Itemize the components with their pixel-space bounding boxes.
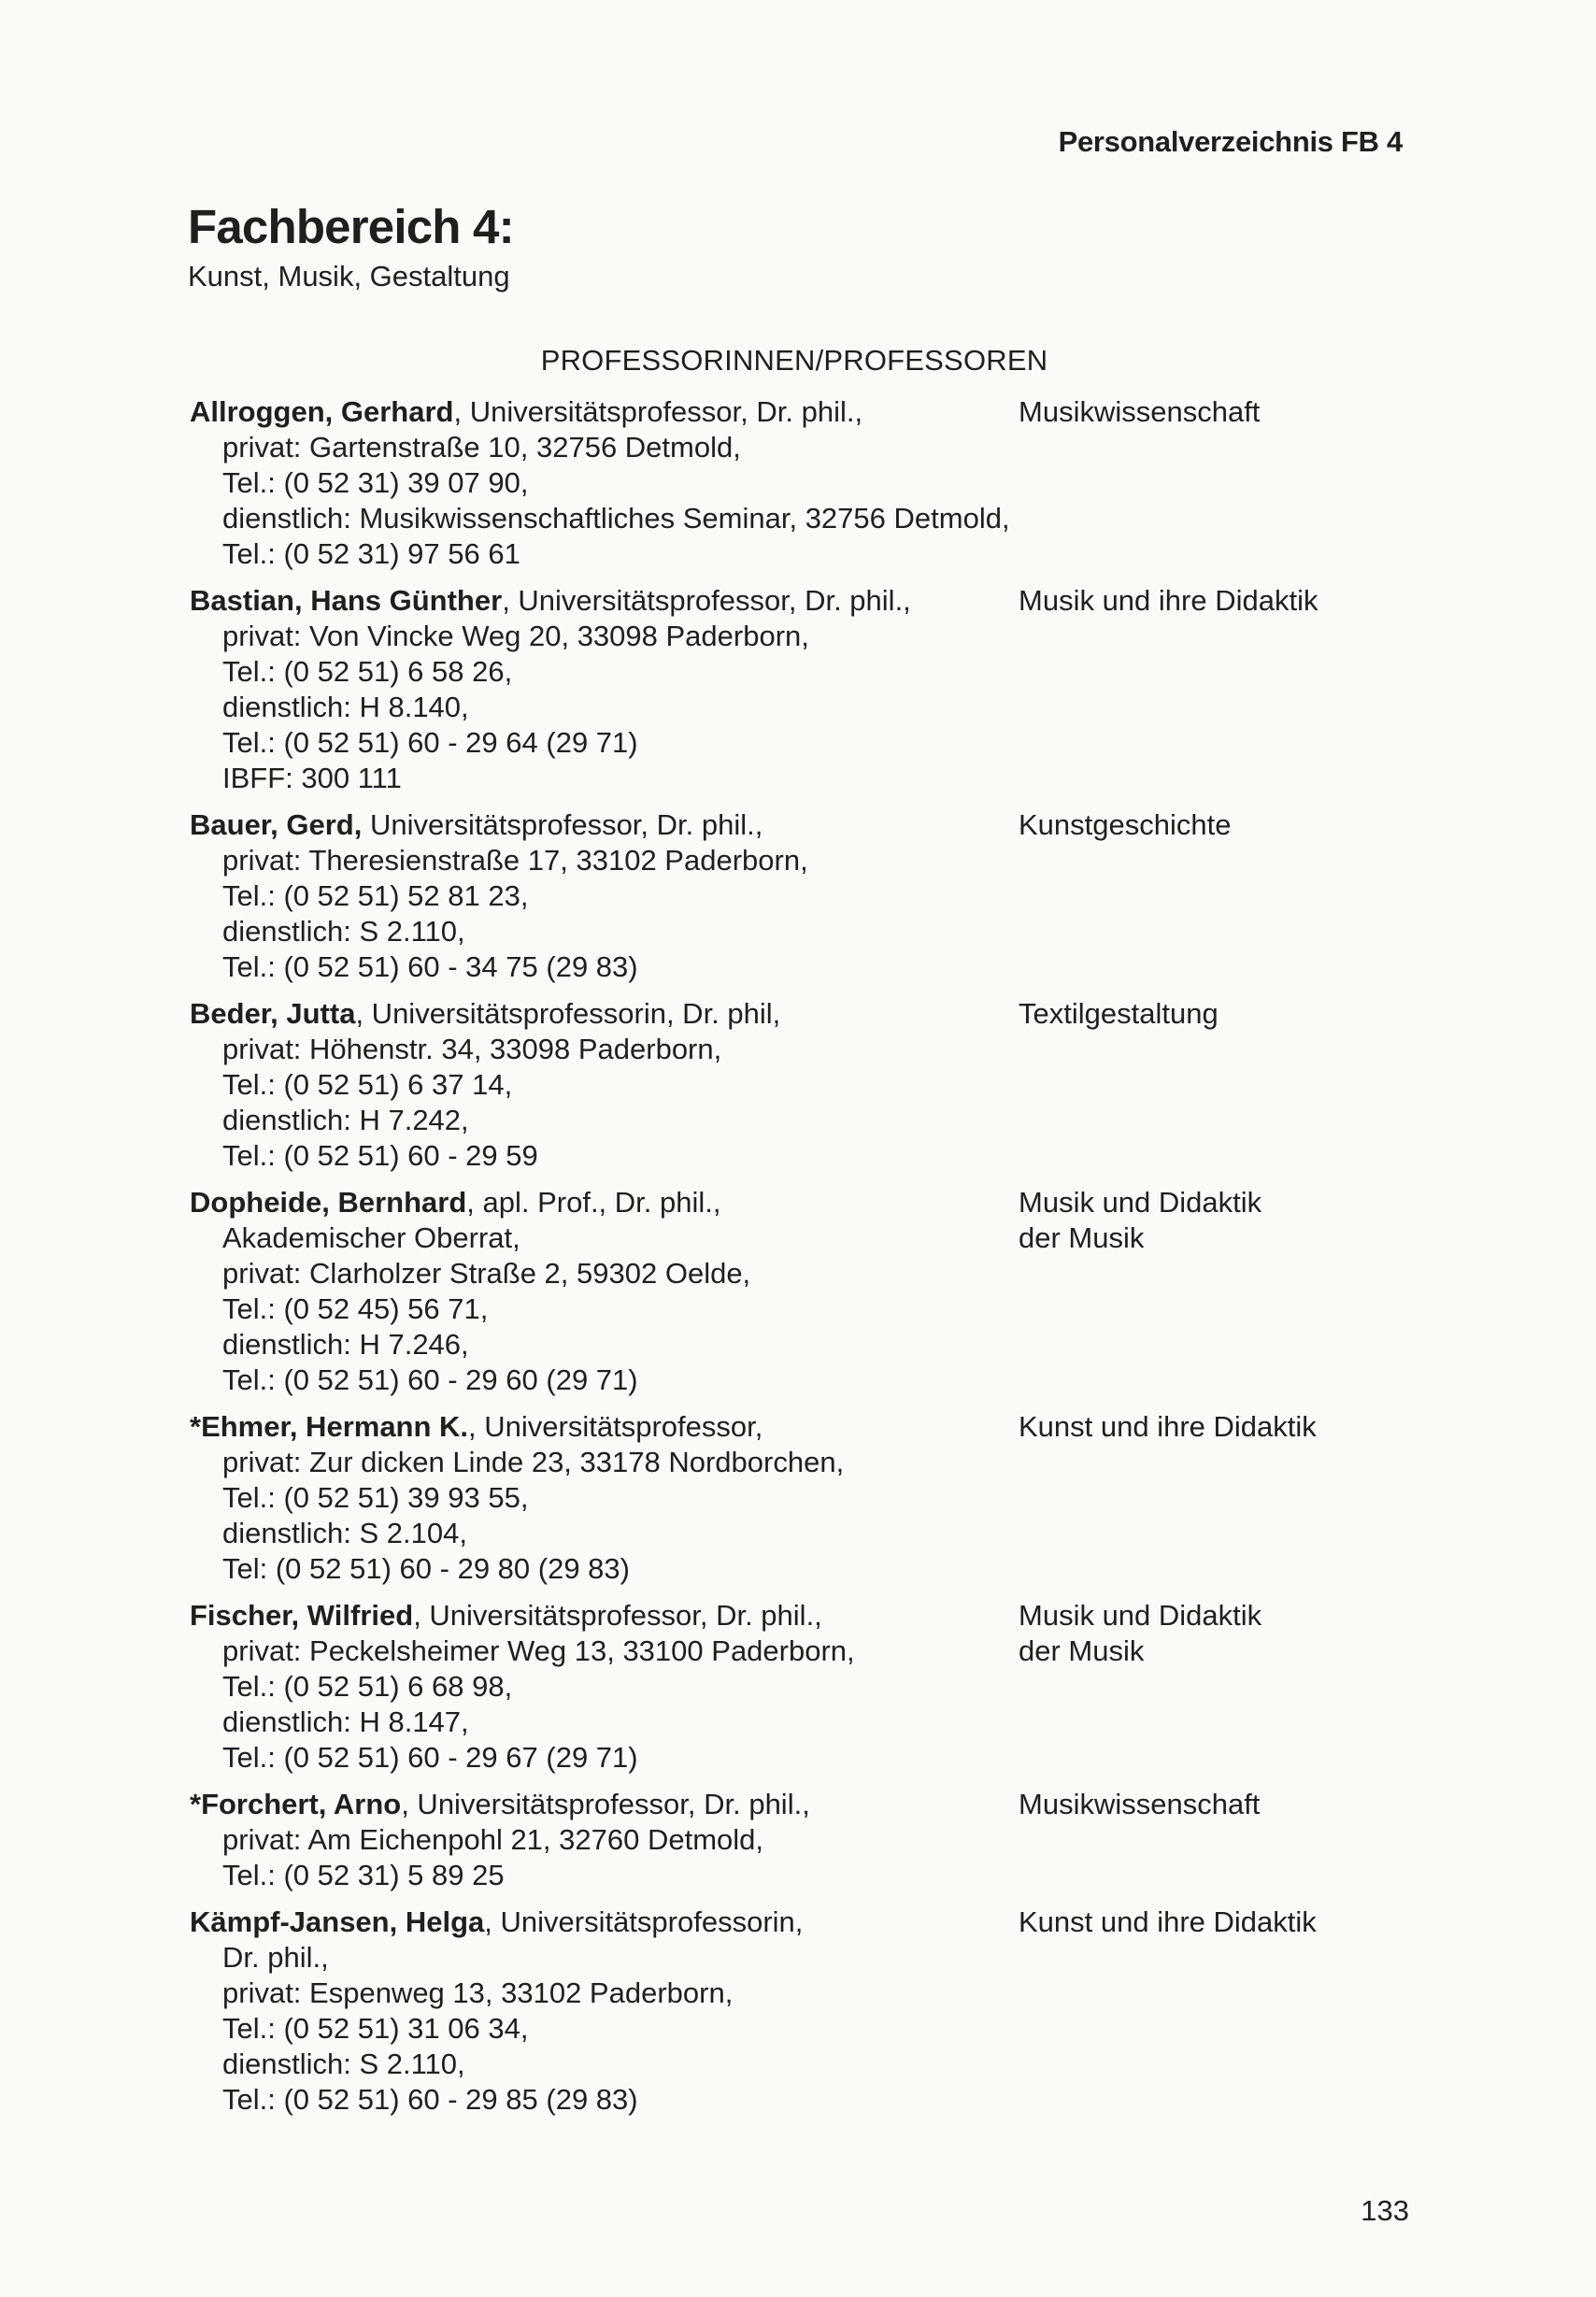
person-name: *Ehmer, Hermann K.	[190, 1410, 469, 1443]
entry-detail-line: IBFF: 300 111	[222, 762, 402, 794]
entry-detail-line: privat: Am Eichenpohl 21, 32760 Detmold,	[222, 1823, 764, 1856]
entry-detail-line: dienstlich: S 2.104,	[222, 1517, 467, 1549]
person-title: , Universitätsprofessor,	[468, 1410, 763, 1443]
entry-heading-line	[190, 1787, 1012, 1822]
directory-entry	[190, 1787, 1414, 1893]
person-title: Universitätsprofessor, Dr. phil.,	[362, 808, 763, 841]
entry-detail-line: dienstlich: H 7.246,	[222, 1328, 469, 1361]
person-name: Dopheide, Bernhard	[190, 1186, 467, 1219]
entry-detail-line: dienstlich: Musikwissenschaftliches Seminar, 32756 Detmold,	[222, 502, 1010, 535]
entry-detail-line: Tel.: (0 52 51) 60 - 34 75 (29 83)	[222, 950, 638, 983]
entry-detail-line: privat: Clarholzer Straße 2, 59302 Oelde,	[222, 1257, 751, 1290]
entry-heading-line	[190, 1905, 1012, 1940]
entry-heading-line	[190, 996, 1012, 1032]
entry-heading-line	[190, 1409, 1012, 1445]
person-name: Fischer, Wilfried	[190, 1599, 414, 1632]
entry-detail-line: privat: Espenweg 13, 33102 Paderborn,	[222, 1976, 734, 2009]
entry-detail-line: privat: Höhenstr. 34, 33098 Paderborn,	[222, 1033, 722, 1065]
subject-line: Kunstgeschichte	[1019, 808, 1232, 841]
person-name: *Forchert, Arno	[190, 1788, 402, 1820]
entry-detail-line: dienstlich: S 2.110,	[222, 2047, 465, 2080]
directory-entry	[190, 1598, 1414, 1776]
person-name: Allroggen, Gerhard	[190, 395, 454, 428]
person-title: , Universitätsprofessor, Dr. phil.,	[401, 1788, 810, 1820]
entry-detail-line: dienstlich: H 8.147,	[222, 1705, 469, 1738]
subject-area	[1019, 583, 1411, 619]
entry-detail-line: Tel.: (0 52 45) 56 71,	[222, 1292, 489, 1325]
person-name: Bauer, Gerd,	[190, 808, 363, 841]
person-title: , Universitätsprofessor, Dr. phil.,	[502, 584, 911, 617]
directory-entry	[190, 1409, 1414, 1587]
entry-detail-line: dienstlich: H 7.242,	[222, 1104, 469, 1136]
person-title: , Universitätsprofessor, Dr. phil.,	[453, 395, 863, 428]
person-title: , Universitätsprofessorin, Dr. phil,	[355, 997, 781, 1030]
entry-detail-line: dienstlich: S 2.110,	[222, 915, 465, 948]
entry-detail-line: privat: Zur dicken Linde 23, 33178 Nordborchen,	[222, 1446, 845, 1478]
entry-detail-line: Tel.: (0 52 51) 60 - 29 59	[222, 1139, 538, 1172]
subject-line: Kunst und ihre Didaktik	[1019, 1905, 1317, 1938]
directory-entry	[190, 583, 1414, 796]
entry-detail-line: Tel.: (0 52 51) 60 - 29 85 (29 83)	[222, 2083, 638, 2116]
entry-detail-line: Dr. phil.,	[222, 1941, 329, 1974]
entry-detail-line: Tel.: (0 52 51) 39 93 55,	[222, 1481, 529, 1514]
directory-entry	[190, 1185, 1414, 1398]
subject-line: Musik und Didaktik	[1019, 1599, 1262, 1632]
subject-area	[1019, 1905, 1411, 1940]
entry-heading-line	[190, 1185, 1012, 1220]
directory-entry	[190, 996, 1414, 1174]
department-subtitle: Kunst, Musik, Gestaltung	[188, 260, 510, 292]
subject-area	[1019, 1409, 1411, 1445]
entry-detail-line: Tel.: (0 52 51) 6 58 26,	[222, 655, 513, 688]
subject-line: Kunst und ihre Didaktik	[1019, 1410, 1317, 1443]
entry-detail-line: Tel.: (0 52 51) 60 - 29 64 (29 71)	[222, 726, 638, 759]
department-title: Fachbereich 4:	[188, 200, 514, 253]
person-name: Beder, Jutta	[190, 997, 356, 1030]
directory-entry	[190, 807, 1414, 985]
person-title: , apl. Prof., Dr. phil.,	[466, 1186, 721, 1219]
person-title: , Universitätsprofessor, Dr. phil.,	[413, 1599, 822, 1632]
subject-area	[1019, 1787, 1411, 1822]
subject-line: Musik und ihre Didaktik	[1019, 584, 1318, 617]
directory-entry	[190, 394, 1414, 572]
subject-line: der Musik	[1019, 1221, 1145, 1254]
subject-area	[1019, 807, 1411, 843]
person-title: , Universitätsprofessorin,	[484, 1905, 804, 1938]
subject-area	[1019, 1185, 1411, 1256]
subject-area	[1019, 1598, 1411, 1669]
subject-line: Musik und Didaktik	[1019, 1186, 1262, 1219]
subject-area	[1019, 394, 1411, 430]
entry-detail-line: privat: Von Vincke Weg 20, 33098 Paderborn,	[222, 620, 809, 652]
subject-line: Textilgestaltung	[1019, 997, 1218, 1030]
entry-detail-line: dienstlich: H 8.140,	[222, 691, 469, 723]
entry-detail-line: Tel.: (0 52 51) 60 - 29 60 (29 71)	[222, 1363, 638, 1396]
subject-line: der Musik	[1019, 1634, 1145, 1667]
entry-detail-line: Tel.: (0 52 51) 31 06 34,	[222, 2012, 529, 2045]
subject-line: Musikwissenschaft	[1019, 1788, 1261, 1820]
directory-entry	[190, 1905, 1414, 2118]
entry-heading-line	[190, 583, 1012, 619]
subject-line: Musikwissenschaft	[1019, 395, 1261, 428]
person-name: Bastian, Hans Günther	[190, 584, 503, 617]
page-number: 133	[1361, 2194, 1409, 2227]
entry-heading-line	[190, 394, 1012, 430]
person-name: Kämpf-Jansen, Helga	[190, 1905, 485, 1938]
entry-detail-line: Tel.: (0 52 51) 60 - 29 67 (29 71)	[222, 1741, 638, 1774]
entry-detail-line: privat: Theresienstraße 17, 33102 Paderborn,	[222, 844, 808, 877]
entry-heading-line	[190, 807, 1012, 843]
running-header: Personalverzeichnis FB 4	[1058, 125, 1403, 158]
entry-detail-line: Tel.: (0 52 31) 97 56 61	[222, 537, 520, 570]
entry-detail-line: Tel.: (0 52 51) 52 81 23,	[222, 879, 529, 912]
entry-detail-line: Tel.: (0 52 31) 39 07 90,	[222, 466, 529, 499]
department-heading	[188, 198, 514, 295]
entry-detail-line: Akademischer Oberrat,	[222, 1221, 520, 1254]
entry-detail-line: privat: Peckelsheimer Weg 13, 33100 Paderborn,	[222, 1634, 855, 1667]
subject-area	[1019, 996, 1411, 1032]
entry-detail-line: Tel: (0 52 51) 60 - 29 80 (29 83)	[222, 1552, 630, 1585]
entry-detail-line: Tel.: (0 52 51) 6 68 98,	[222, 1670, 513, 1703]
entry-detail-line: privat: Gartenstraße 10, 32756 Detmold,	[222, 431, 741, 464]
section-heading: PROFESSORINNEN/PROFESSOREN	[540, 344, 1048, 377]
staff-directory-list	[190, 394, 1414, 2129]
entry-heading-line	[190, 1598, 1012, 1634]
entry-detail-line: Tel.: (0 52 51) 6 37 14,	[222, 1068, 513, 1101]
entry-detail-line: Tel.: (0 52 31) 5 89 25	[222, 1859, 505, 1891]
